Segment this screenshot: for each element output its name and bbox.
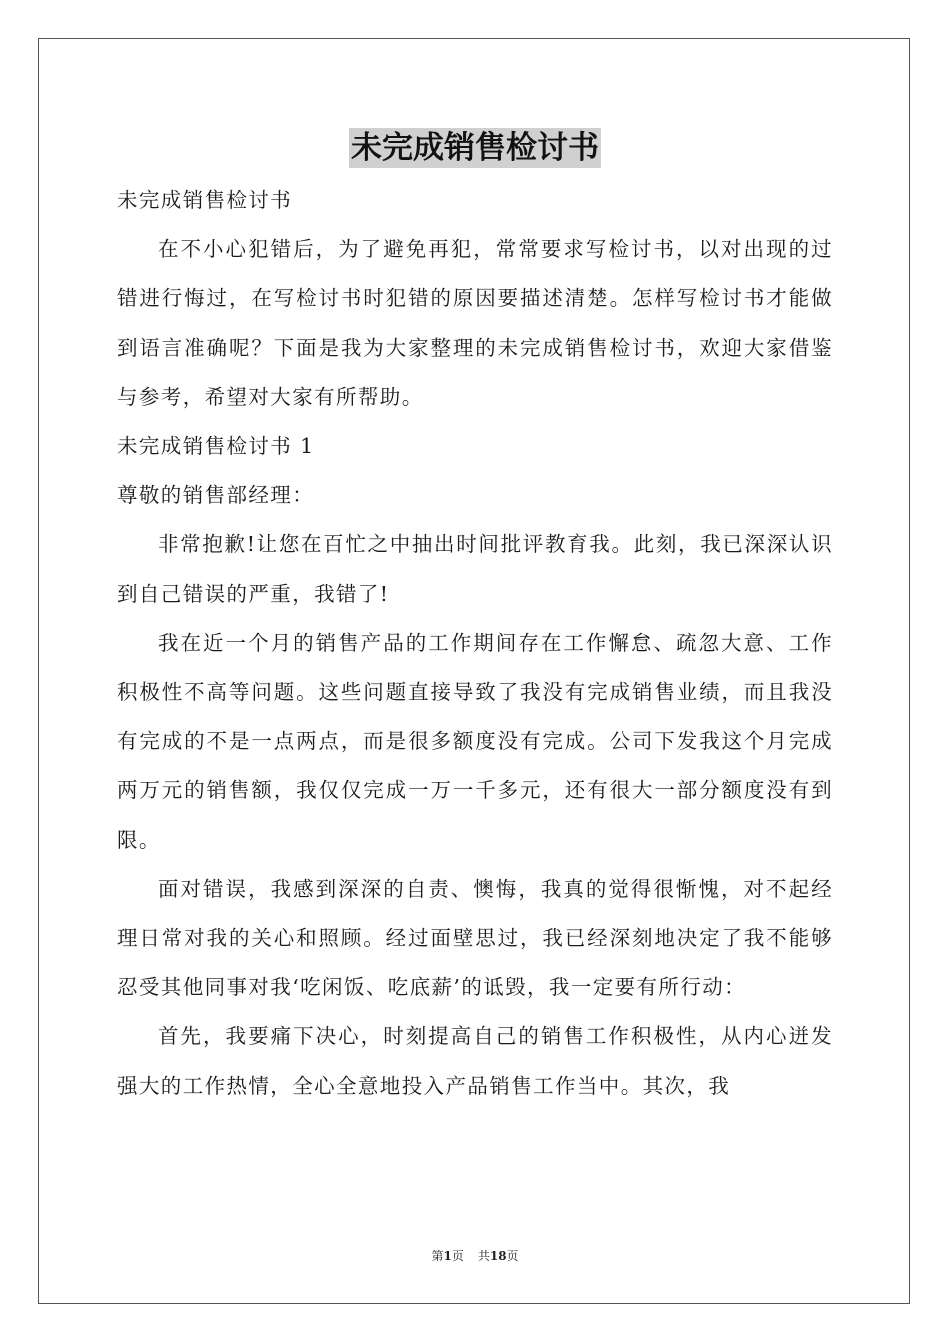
paragraph: 在不小心犯错后，为了避免再犯，常常要求写检讨书，以对出现的过错进行悔过，在写检讨书时犯错的原因要描述清楚。怎样写检讨书才能做到语言准确呢？下面是我为大家整理的未完成销售检讨书，欢迎大家借鉴与参考，希望对大家有所帮助。 [117, 237, 833, 409]
page-prefix: 第 [431, 1249, 444, 1263]
title-container [0, 128, 950, 168]
total-pages: 18 [489, 1249, 507, 1263]
paragraph: 面对错误，我感到深深的自责、懊悔，我真的觉得很惭愧，对不起经理日常对我的关心和照顾。经过面壁思过，我已经深刻地决定了我不能够忍受其他同事对我‘吃闲饭、吃底薪’的诋毁，我一定要有所行动： [117, 876, 833, 1000]
page-number: 1 [443, 1249, 452, 1263]
paragraph: 未完成销售检讨书 1 [117, 434, 315, 459]
page-suffix: 页 [451, 1249, 464, 1263]
paragraph: 非常抱歉!让您在百忙之中抽出时间批评教育我。此刻，我已深深认识到自己错误的严重，我错了! [117, 532, 833, 606]
paragraph: 尊敬的销售部经理： [117, 483, 315, 508]
document-body [117, 176, 833, 1111]
document-title: 未完成销售检讨书 [351, 130, 599, 166]
paragraph: 我在近一个月的销售产品的工作期间存在工作懈怠、疏忽大意、工作积极性不高等问题。这些问题直接导致了我没有完成销售业绩，而且我没有完成的不是一点两点，而是很多额度没有完成。公司下发我这个月完成两万元的销售额，我仅仅完成一万一千多元，还有很大一部分额度没有到限。 [117, 630, 833, 852]
total-suffix: 页 [506, 1249, 519, 1263]
paragraph: 未完成销售检讨书 [117, 188, 293, 212]
total-prefix: 共 [477, 1249, 490, 1263]
paragraph: 首先，我要痛下决心，时刻提高自己的销售工作积极性，从内心迸发强大的工作热情，全心全意地投入产品销售工作当中。其次，我 [117, 1024, 833, 1098]
page-footer [0, 1248, 950, 1264]
